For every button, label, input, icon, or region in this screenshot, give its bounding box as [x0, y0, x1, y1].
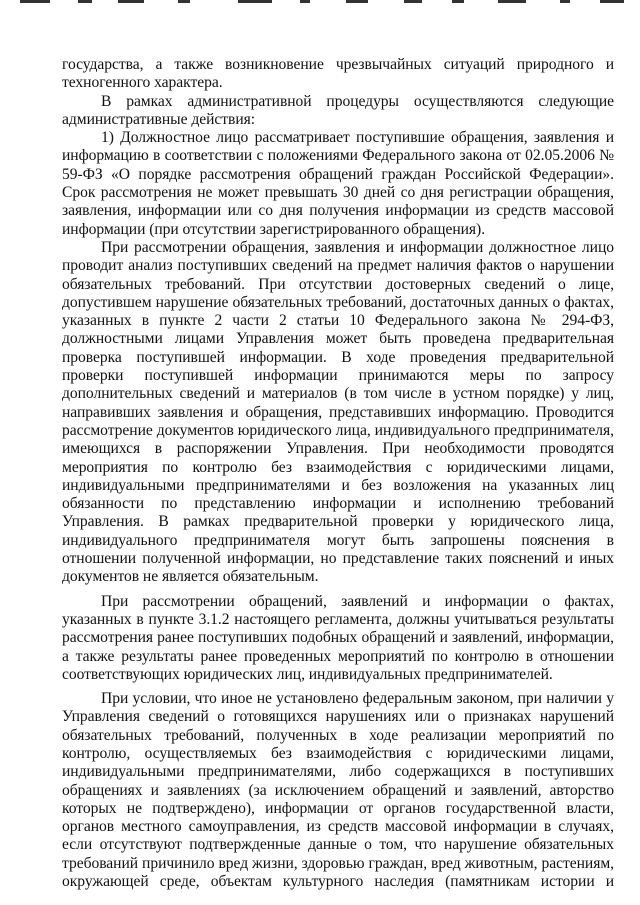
paragraph-preliminary-check: При рассмотрении обращения, заявления и информации должностное лицо проводит анализ поступивших сведений на предмет наличия фактов о нарушении обязательных требований. При отсутствии достоверных сведений о лице, допустившем нарушение обязательных требований, достаточных данных о фактах, указанных в пункте 2 части 2 статьи 10 Федерального закона № 294-ФЗ, должностными лицами Управления может быть проведена предварительная проверка поступившей информации. В ходе проведения предварительной проверки поступившей информации принимаются меры по запросу дополнительных сведений и материалов (в том числе в устном порядке) у лиц, направивших заявления и обращения, представивших информацию. Проводится рассмотрение документов юридического лица, индивидуального предпринимателя, имеющихся в распоряжении Управления. При необходимости проводятся мероприятия по контролю без взаимодействия с юридическими лицами, индивидуальными предпринимателями и без возложения на указанных лиц обязанности по представлению информации и исполнению требований Управления. В рамках предварительной проверки у юридического лица, индивидуального предпринимателя могут быть запрошены пояснения в отношении полученной информации, но представление таких пояснений и иных документов не является обязательным.	[62, 238, 614, 586]
paragraph-previous-results: При рассмотрении обращений, заявлений и информации о фактах, указанных в пункте 3.1.2 настоящего регламента, должны учитываться результаты рассмотрения ранее поступивших подобных обращений и заявлений, информации, а также результаты ранее проведенных мероприятий по контролю в отношении соответствующих юридических лиц, индивидуальных предпринимателей.	[62, 592, 614, 683]
document-body	[62, 56, 614, 891]
paragraph-procedure-intro: В рамках административной процедуры осуществляются следующие административные действия:	[62, 92, 614, 128]
paragraph-action-1: 1) Должностное лицо рассматривает поступившие обращения, заявления и информацию в соответствии с положениями Федерального закона от 02.05.2006 № 59-ФЗ «О порядке рассмотрения обращений граждан Российской Федерации». Срок рассмотрения не может превышать 30 дней со дня регистрации обращения, заявления, информации или со дня получения информации из средств массовой информации (при отсутствии зарегистрированного обращения).	[62, 129, 614, 238]
scan-artifact-top	[0, 0, 640, 4]
paragraph-conditions: При условии, что иное не установлено федеральным законом, при наличии у Управления сведений о готовящихся нарушениях или о признаках нарушений обязательных требований, полученных в ходе реализации мероприятий по контролю, осуществляемых без взаимодействия с юридическими лицами, индивидуальными предпринимателями, либо содержащихся в поступивших обращениях и заявлениях (за исключением обращений и заявлений, авторство которых не подтверждено), информации от органов государственной власти, органов местного самоуправления, из средств массовой информации в случаях, если отсутствуют подтвержденные данные о том, что нарушение обязательных требований причинило вред жизни, здоровью граждан, вред животным, растениям, окружающей среде, объектам культурного наследия (памятникам истории и	[62, 690, 614, 891]
paragraph-continuation: государства, а также возникновение чрезвычайных ситуаций природного и техногенного характера.	[62, 56, 614, 92]
